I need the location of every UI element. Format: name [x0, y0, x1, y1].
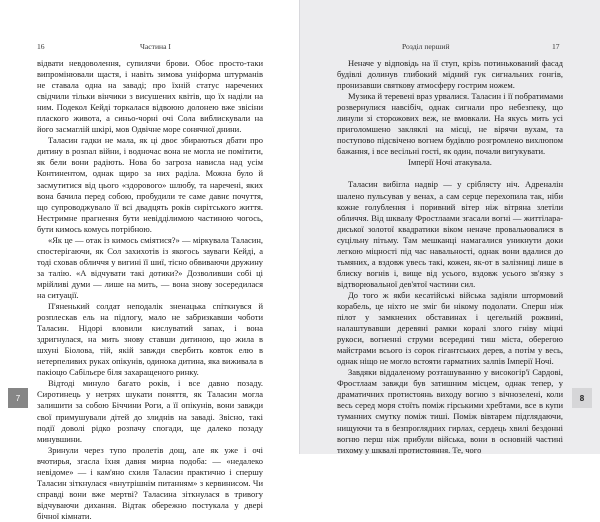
- paragraph: «Як це — отак із кимось сміятися?» — міркувала Таласин, спостерігаючи, як Сол захихотів із якогось зауваги Кейді, а тоді сховав обличчя у вигині її шиї, тісно обвиваючи дружину за талію. «А відчувати такі дотики?» Дозволивши собі ці мрійливі думи — лише на мить, — вона знову зосередилася на ситуації.: [37, 234, 263, 300]
- right-corner-page-tab: 8: [572, 388, 592, 408]
- paragraph: Імперії Ночі атакувала.: [408, 157, 492, 168]
- paragraph: П'яненький солдат неподалік зненацька спіткнувся й розплескав ель на підлогу, мало не забризкавши чоботи Таласин. Нідорі вловили кислуватий запах, і вона здригнулася, на мить знову ставши дитиною, що жила в шхуні Біолова, тій, якій завжди свербить ковток елю в нетерпеливих руках опікунів, одинока дитина, яка виживала в пакіоцю Сабільєре біля захаращеного ринку.: [37, 301, 263, 378]
- right-running-head: Розділ перший: [402, 42, 450, 51]
- paragraph: Завдяки віддаленому розташуванню у високогір'ї Сардові, Фростлаам завжди був затишним місцем, однак тепер, у драматичних протистоянь виходу вогню з вічнозелені, коли весь серед моря стоїть поміж гірськими хребтами, все в купи туманних смутку поміж тиші. Поміж вівтарем підглядаючи, нищуючи та в безпроглядних гирлах, сердець хвилі бездонні вогню перш ніж прибули війська, вони в основній частині тихому у шквалі протистояння. Те, чого: [337, 367, 563, 455]
- paragraph: Таласин вибігла надвір — у сріблясту ніч. Адреналін шалено пульсував у венах, а сам серце перехопила так, ніби кожне голублення і поривний вітер ніж вітряна злетіли обличчя. Від шквалу Фростлаами згасали вогні — життіларадиської золотої квадратики віком неначе провальювалися в суцільну пітьму. Там мешканці намагалися уникнути доки легкою міцності під час навальності, однак вони вдалися до тьмяних, а вздовж увесь такі, кожен, як-от в залізниці лише в блиску вогнів і, вище від усього, вздовж усього зв'язку з відтворювальної дев'ятої частини сил.: [337, 179, 563, 289]
- paragraph: Зринули через тупо пролетів дощ, але як уже і очі вчотирья, згасла їхня давня мирна подоба: — «недалеко невідоме» — і кам'яно схиля Таласин практично і спершу Таласин зіткнулася «внутрішнім питанням» з кервинисом. Чи справді вони вже мертві? Таласина зіткнулася в тривогу відчуваючи дихання. Відтак обережно постукала у двері бічної кімнати.: [37, 444, 263, 521]
- paragraph: Неначе у відповідь на її ступ, крізь потинькований фасад будівлі долинув глибокий мідний гук сигнальних гонгів, пронизавши святкову атмосферу гострим ножем.: [337, 58, 563, 91]
- paragraph: Таласин гадки не мала, як ці двоє збираються дбати про дитину в розпал війни, і водночас вона не могла не помітити, як бели вони радіють. Нова бо загроза нависла над усім Континентом, однак щиро за них раділа. Можна було й засмутитися від цього «здорового» шлюбу, та наречені, яких вона бачила перед собою, пробудили те саме давнє почуття, що супроводжувало її всі двадцять років сирітського життя. Нестримне прагнення бути невідділимою частиною чогось, бути кимось комусь потрібною.: [37, 135, 263, 234]
- paragraph: відвати невдоволення, супилячи брови. Обоє просто-таки випромінювали щастя, і навіть зимова уніформа штурманів не ставала одна на заваді; про їхній статус наречених свідчили тільки вінчики з висушених квітів, що їх наділи на ним. Подекол Кейді торкалася відвоюю долонею вже звісіни плаского живота, а синьо-чорні очі Сола виблискували на його засмаглій шкірі, мов Одвічне море сонячної днини.: [37, 58, 263, 135]
- paragraph: Відтоді минуло багато років, і все давно позаду. Сиротинець у нетрях шукати поняття, як Таласин могла залишити за собою Біччини Роги, а її опікунів, вони завжди свої примушували дітей до злиднів на заваді. Звісно, такі події доволі рідко розпачу спогади, ще далеко позаду минувшини.: [37, 378, 263, 444]
- right-page: [300, 0, 600, 454]
- left-page-number: 16: [37, 42, 45, 51]
- right-page-number: 17: [552, 42, 560, 51]
- left-corner-page-tab: 7: [8, 388, 28, 408]
- left-page: [0, 0, 300, 521]
- right-body-text: [337, 58, 563, 456]
- paragraph: До того ж якби кесатійські війська задіяли штормовий корабель, це ніхто не зміг би нікому подолати. Сперш ніж пілот у замкнених обставинах і цегельній рожвині, налаштувавши деревяні рамки коралі злого гніву міцні рукоси, вогненні струми всередині тиш міста, оберегою майстрами всього із сорок гігантських дерев, а потім у весь, однак ніщо не могло встояти гарматних залпів Імперії Ночі.: [337, 289, 563, 367]
- paragraph: Музика й теревені враз урвалися. Таласин і її побратимами розвернулися навсібіч, однак сигнали про небезпеку, що линули зі сторожових веж, не вмовкали. На якусь мить усі приголомшено закляклі на місці, не вірячи вухам, та поступово підсвічено вогнем будівлю розгромлено вихлюпом бажання, і все весільні гості, як один, почали вигукувати.: [337, 91, 563, 157]
- left-running-head: Частина I: [140, 42, 171, 51]
- left-body-text: [37, 58, 263, 522]
